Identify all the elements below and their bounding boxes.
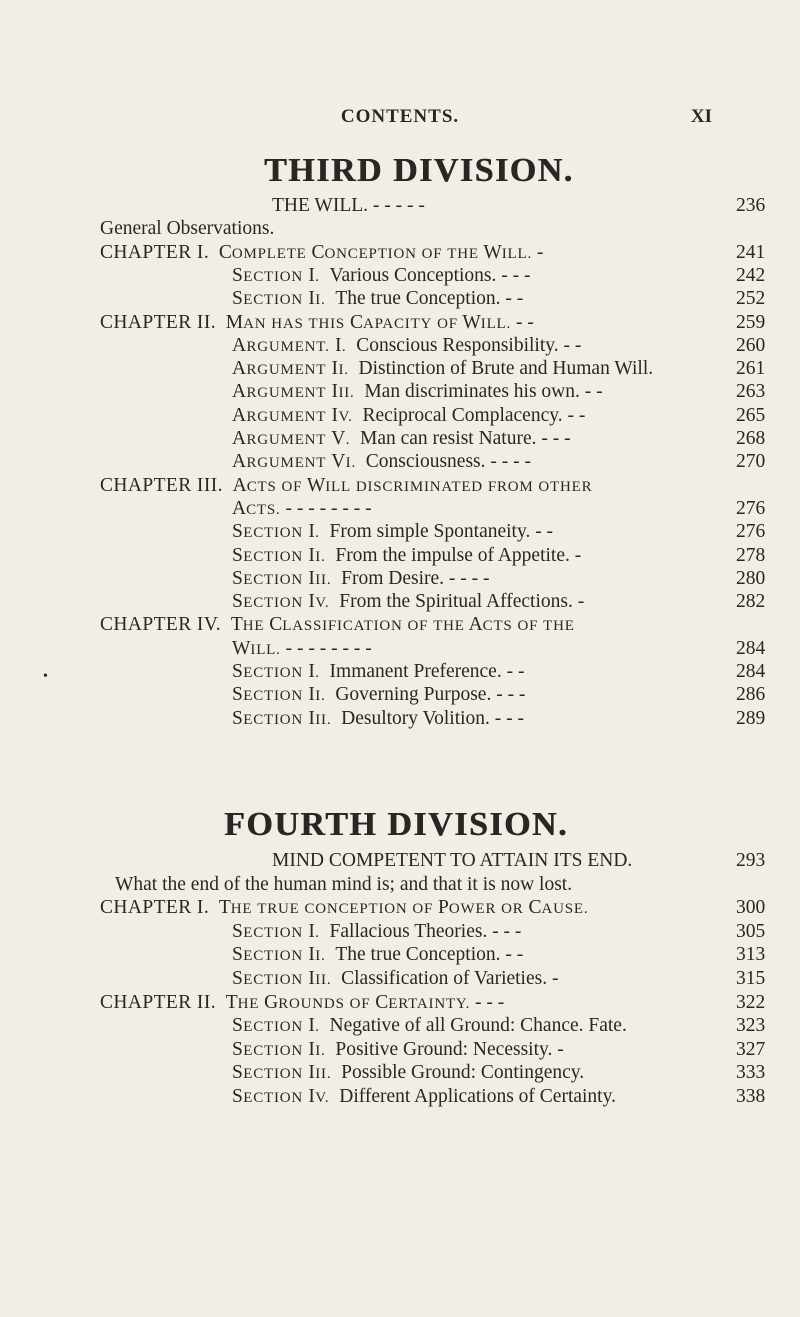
chapter-label: CHAPTER II.: [100, 311, 216, 333]
entry-title: From simple Spontaneity. - -: [329, 521, 554, 543]
entry-title: Governing Purpose. - - -: [335, 684, 526, 706]
section-label: SECTION IV.: [232, 1086, 330, 1107]
entry-title: COMPLETE CONCEPTION OF THE WILL. -: [218, 241, 544, 263]
section-label: ARGUMENT IV.: [232, 404, 353, 426]
entry-title: Consciousness. - - - -: [365, 451, 531, 473]
section-entry: [232, 426, 571, 452]
page-number: 315: [736, 968, 766, 989]
entry-title: Reciprocal Complacency. - -: [362, 404, 586, 426]
page-number: 261: [736, 358, 766, 380]
section-label: SECTION I.: [232, 1015, 320, 1037]
page-number: 282: [736, 591, 766, 613]
page-number: 284: [736, 637, 766, 659]
chapter-label: CHAPTER I.: [100, 897, 210, 919]
chapter-label: CHAPTER II.: [100, 991, 216, 1013]
section-label: ARGUMENT VI.: [232, 451, 357, 473]
entry-title: Possible Ground: Contingency.: [341, 1062, 585, 1084]
page-number: 265: [736, 404, 766, 426]
chapter-label: CHAPTER III.: [100, 474, 223, 496]
entry-title: Immanent Preference. - -: [329, 661, 525, 682]
page-number: 323: [736, 1015, 766, 1037]
section-label: SECTION II.: [232, 684, 326, 706]
chapter-label: CHAPTER I.: [100, 241, 210, 263]
page-number: 313: [736, 944, 766, 966]
section-entry: [232, 1013, 627, 1039]
section-entry: [232, 403, 585, 429]
toc-line: [232, 496, 372, 522]
section-label: SECTION I.: [232, 920, 320, 942]
fourth-division-heading: FOURTH DIVISION.: [224, 806, 568, 843]
section-entry: [232, 333, 581, 359]
entry-title: From the impulse of Appetite. -: [335, 544, 582, 566]
entry-title: The true Conception. - -: [335, 288, 524, 310]
page-number: 270: [736, 451, 766, 473]
entry-title: Various Conceptions. - - -: [329, 264, 531, 286]
section-entry: [232, 519, 553, 545]
page-number: 280: [736, 567, 766, 589]
entry-title: General Observations.: [100, 218, 275, 240]
toc-line: [115, 872, 572, 898]
page-number: 276: [736, 497, 766, 519]
entry-title: ACTS OF WILL DISCRIMINATED FROM OTHER: [232, 474, 593, 496]
page-number: 300: [736, 897, 766, 919]
entry-title: Distinction of Brute and Human Will.: [358, 358, 654, 380]
section-entry: [232, 942, 523, 968]
toc-line: [100, 216, 274, 242]
entry-title: From the Spiritual Affections. -: [339, 591, 585, 613]
page-number: 322: [736, 991, 766, 1013]
entry-title: The true Conception. - -: [335, 944, 524, 966]
section-label: SECTION IV.: [232, 591, 330, 613]
section-entry: [232, 706, 524, 732]
toc-line: [272, 193, 425, 219]
chapter-entry: [100, 990, 504, 1016]
page-number: 268: [736, 428, 766, 449]
section-label: SECTION I.: [232, 661, 320, 682]
page-number: 293: [736, 850, 766, 871]
page-folio: XI: [690, 106, 712, 127]
section-label: ARGUMENT II.: [232, 358, 349, 380]
section-label: SECTION II.: [232, 288, 326, 310]
section-entry: [232, 659, 524, 685]
running-head-title: CONTENTS.: [340, 106, 460, 127]
section-entry: [232, 543, 581, 569]
section-label: SECTION II.: [232, 544, 326, 566]
section-label: SECTION III.: [232, 1062, 332, 1084]
section-entry: [232, 966, 558, 992]
page-number: 305: [736, 920, 766, 942]
section-label: ARGUMENT. I.: [232, 334, 347, 356]
section-label: SECTION II.: [232, 1038, 326, 1060]
section-entry: [232, 1060, 584, 1086]
entry-title: WILL. - - - - - - - -: [232, 637, 372, 659]
page-number: 236: [736, 195, 766, 216]
section-entry: [232, 356, 653, 382]
section-label: SECTION II.: [232, 944, 326, 966]
page-number: 278: [736, 544, 766, 566]
section-label: SECTION III.: [232, 567, 332, 589]
page-number: 242: [736, 264, 766, 286]
page-number: 276: [736, 521, 766, 543]
toc-line: [232, 636, 372, 662]
chapter-entry: [100, 895, 588, 921]
chapter-label: CHAPTER IV.: [100, 614, 222, 636]
entry-title: Desultory Volition. - - -: [341, 707, 525, 729]
entry-title: Negative of all Ground: Chance. Fate.: [329, 1015, 627, 1037]
section-label: ARGUMENT V.: [232, 428, 351, 449]
entry-title: Classification of Varieties. -: [341, 968, 559, 989]
running-head: [0, 106, 800, 134]
page-number: 259: [736, 311, 766, 333]
chapter-entry: [100, 310, 534, 336]
chapter-entry: [100, 612, 575, 638]
entry-title: THE WILL. - - - - -: [272, 195, 425, 216]
section-entry: [232, 379, 603, 405]
entry-title: MAN HAS THIS CAPACITY OF WILL. - -: [225, 311, 534, 333]
third-division-heading: THIRD DIVISION.: [264, 152, 574, 189]
entry-title: THE GROUNDS OF CERTAINTY. - - -: [225, 991, 505, 1013]
chapter-entry: [100, 240, 543, 266]
entry-title: From Desire. - - - -: [341, 567, 490, 589]
section-entry: [232, 263, 530, 289]
entry-title: What the end of the human mind is; and that it is now lost.: [115, 873, 573, 895]
page-number: 252: [736, 288, 766, 310]
entry-title: Positive Ground: Necessity. -: [335, 1038, 564, 1060]
entry-title: Fallacious Theories. - - -: [329, 920, 522, 942]
section-label: ARGUMENT III.: [232, 381, 355, 403]
section-label: SECTION I.: [232, 264, 320, 286]
page-number: 260: [736, 334, 766, 356]
section-label: SECTION III.: [232, 707, 332, 729]
margin-mark: •: [43, 669, 48, 684]
section-entry: [232, 682, 525, 708]
entry-title: Man discriminates his own. - -: [364, 381, 603, 403]
section-entry: [232, 1084, 616, 1110]
entry-title: THE TRUE CONCEPTION OF POWER OR CAUSE.: [218, 897, 589, 919]
entry-title: Man can resist Nature. - - -: [359, 428, 571, 449]
page-number: 284: [736, 661, 766, 682]
page-number: 338: [736, 1086, 766, 1107]
section-entry: [232, 566, 490, 592]
section-entry: [232, 919, 521, 945]
section-entry: [232, 589, 584, 615]
chapter-entry: [100, 473, 592, 499]
section-entry: [232, 449, 531, 475]
page-number: 333: [736, 1062, 766, 1084]
section-label: SECTION I.: [232, 521, 320, 543]
entry-title: Different Applications of Certainty.: [339, 1086, 616, 1107]
section-label: SECTION III.: [232, 968, 332, 989]
section-entry: [232, 286, 523, 312]
entry-title: MIND COMPETENT TO ATTAIN ITS END.: [272, 850, 633, 871]
page-number: 286: [736, 684, 766, 706]
entry-title: THE CLASSIFICATION OF THE ACTS OF THE: [230, 614, 575, 636]
page-number: 241: [736, 241, 766, 263]
section-entry: [232, 1037, 564, 1063]
entry-title: ACTS. - - - - - - - -: [232, 497, 372, 519]
toc-line: [272, 848, 632, 874]
page-number: 327: [736, 1038, 766, 1060]
entry-title: Conscious Responsibility. - -: [356, 334, 582, 356]
page-number: 263: [736, 381, 766, 403]
page-number: 289: [736, 707, 766, 729]
